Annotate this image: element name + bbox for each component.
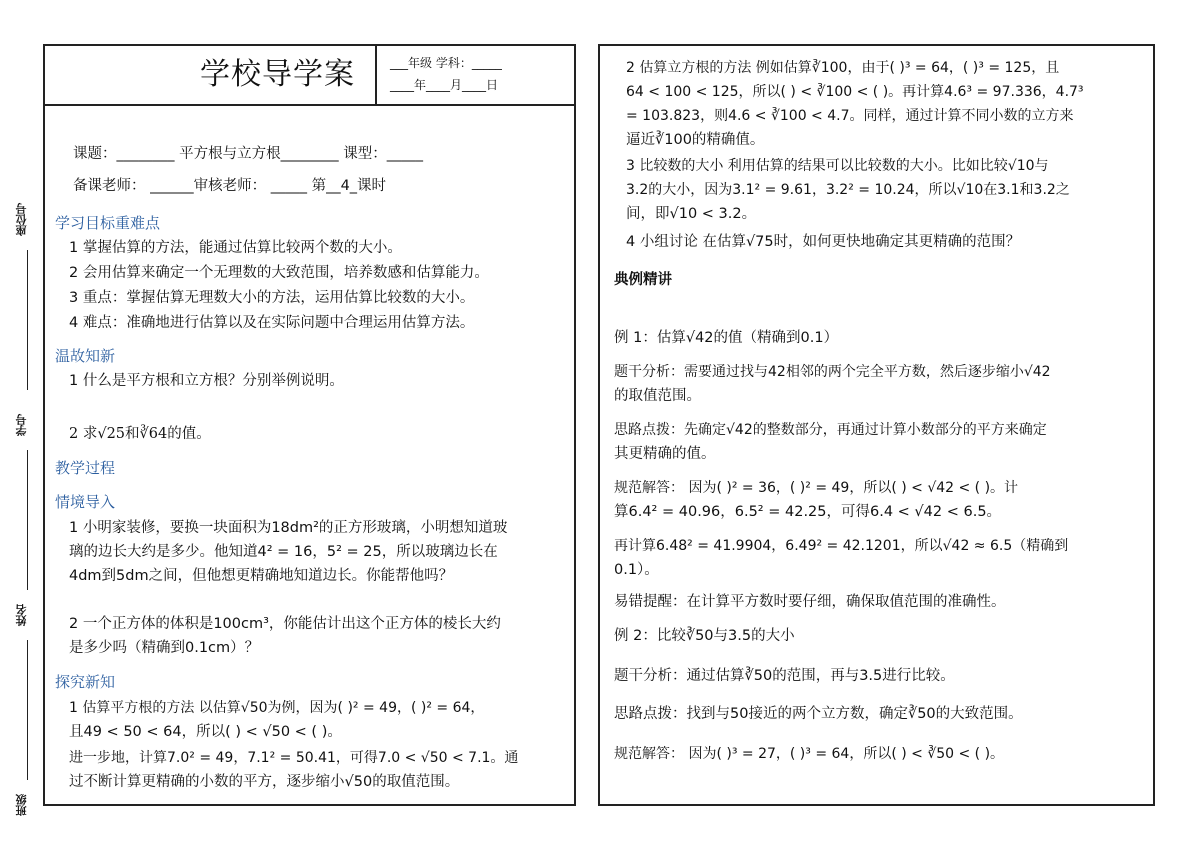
example-2-solution: 规范解答： 因为( )³ = 27，( )³ = 64，所以( ) < ∛50 < ( )。: [614, 746, 1005, 762]
intro-problem-text: 4dm到5dm之间，但他想更精确地知道边长。你能帮他吗？: [69, 568, 454, 584]
example-1-solution: 算6.4² = 40.96，6.5² = 42.25，可得6.4 < √42 < 6.5。: [614, 504, 1002, 520]
worksheet-header: [45, 46, 574, 106]
section-objectives-heading: 学习目标重难点: [55, 214, 161, 232]
example-2-hint: 思路点拨：找到与50接近的两个立方数，确定∛50的大致范围。: [614, 706, 1023, 722]
class-label: 班级: [15, 794, 28, 816]
seat-number-line: [27, 250, 28, 390]
objective-item: 3 重点：掌握估算无理数大小的方法，运用估算比较数的大小。: [69, 290, 475, 306]
left-panel: [43, 44, 576, 806]
objective-item: 1 掌握估算的方法，能通过估算比较两个数的大小。: [69, 240, 402, 256]
section-review-heading: 温故知新: [55, 347, 116, 365]
compare-method-text: 3 比较数的大小 利用估算的结果可以比较数的大小。比如比较√10与: [626, 158, 1049, 174]
grade-subject-line: ___年级 学科：_____: [390, 56, 502, 70]
intro-problem-text: 是多少吗（精确到0.1cm）？: [69, 640, 260, 656]
name-label: 姓名: [15, 604, 28, 626]
cube-root-method-text: 64 < 100 < 125，所以( ) < ∛100 < ( )。再计算4.6³ = 97.336，4.7³: [626, 84, 1084, 100]
header-info: [390, 52, 502, 96]
date-line: ____年____月____日: [390, 78, 499, 92]
student-id-line: [27, 450, 28, 590]
example-1-solution: 规范解答： 因为( )² = 36，( )² = 49，所以( ) < √42 < ( )。计: [614, 480, 1019, 496]
example-1-title: 例 1：估算√42的值（精确到0.1）: [614, 330, 839, 346]
student-id-label: 学号: [15, 414, 28, 436]
worksheet-title: 学校导学案: [200, 57, 355, 92]
objective-item: 2 会用估算来确定一个无理数的大致范围，培养数感和估算能力。: [69, 265, 489, 281]
explore-text: 过不断计算更精确的小数的平方，逐步缩小√50的取值范围。: [69, 774, 460, 790]
section-examples-heading: 典例精讲: [614, 272, 672, 288]
example-1-hint: 其更精确的值。: [614, 446, 716, 462]
intro-problem-text: 璃的边长大约是多少。他知道4² = 16，5² = 25，所以玻璃边长在: [69, 544, 498, 560]
section-process-heading: 教学过程: [55, 459, 116, 477]
cube-root-method-text: 2 估算立方根的方法 例如估算∛100，由于( )³ = 64，( )³ = 125，且: [626, 60, 1060, 76]
explore-text: 且49 < 50 < 64，所以( ) < √50 < ( )。: [69, 724, 342, 740]
example-1-solution: 0.1）。: [614, 562, 659, 578]
example-1-analysis: 题干分析：需要通过找与42相邻的两个完全平方数，然后逐步缩小√42: [614, 364, 1051, 380]
cube-root-method-text: 逼近∛100的精确值。: [626, 132, 765, 148]
example-2-title: 例 2：比较∛50与3.5的大小: [614, 628, 795, 644]
objective-item: 4 难点：准确地进行估算以及在实际问题中合理运用估算方法。: [69, 315, 475, 331]
group-discussion-text: 4 小组讨论 在估算√75时，如何更快地确定其更精确的范围？: [626, 234, 1021, 250]
intro-problem-text: 1 小明家装修，要换一块面积为18dm²的正方形玻璃，小明想知道玻: [69, 520, 508, 536]
name-line: [27, 640, 28, 780]
header-divider: [375, 46, 377, 104]
teacher-line: 备课老师： ______审核老师： _____ 第__4_课时: [73, 178, 387, 194]
section-explore-heading: 探究新知: [55, 673, 116, 691]
intro-problem-text: 2 一个正方体的体积是100cm³，你能估计出这个正方体的棱长大约: [69, 616, 501, 632]
compare-method-text: 间，即√10 < 3.2。: [626, 206, 757, 222]
example-1-hint: 思路点拨：先确定√42的整数部分，再通过计算小数部分的平方来确定: [614, 422, 1047, 438]
explore-text: 1 估算平方根的方法 以估算√50为例，因为( )² = 49，( )² = 64，: [69, 700, 485, 716]
section-intro-heading: 情境导入: [55, 493, 116, 511]
example-2-analysis: 题干分析：通过估算∛50的范围，再与3.5进行比较。: [614, 668, 955, 684]
review-question: 1 什么是平方根和立方根？分别举例说明。: [69, 373, 344, 389]
compare-method-text: 3.2的大小，因为3.1² = 9.61，3.2² = 10.24，所以√10在3.1和3.2之: [626, 182, 1070, 198]
review-question: 2 求√25和∛64的值。: [69, 426, 211, 442]
cube-root-method-text: = 103.823，则4.6 < ∛100 < 4.7。同样，通过计算不同小数的立方来: [626, 108, 1074, 124]
right-panel: [598, 44, 1155, 806]
example-1-analysis: 的取值范围。: [614, 388, 701, 404]
seat-number-label: 座位号: [15, 203, 28, 237]
example-1-warning: 易错提醒：在计算平方数时要仔细，确保取值范围的准确性。: [614, 594, 1006, 610]
explore-text: 进一步地，计算7.0² = 49，7.1² = 50.41，可得7.0 < √50 < 7.1。通: [69, 750, 519, 766]
example-1-solution: 再计算6.48² = 41.9904，6.49² = 42.1201，所以√42 ≈ 6.5（精确到: [614, 538, 1069, 554]
lesson-topic-line: 课题：________ 平方根与立方根________ 课型：_____: [73, 146, 423, 162]
